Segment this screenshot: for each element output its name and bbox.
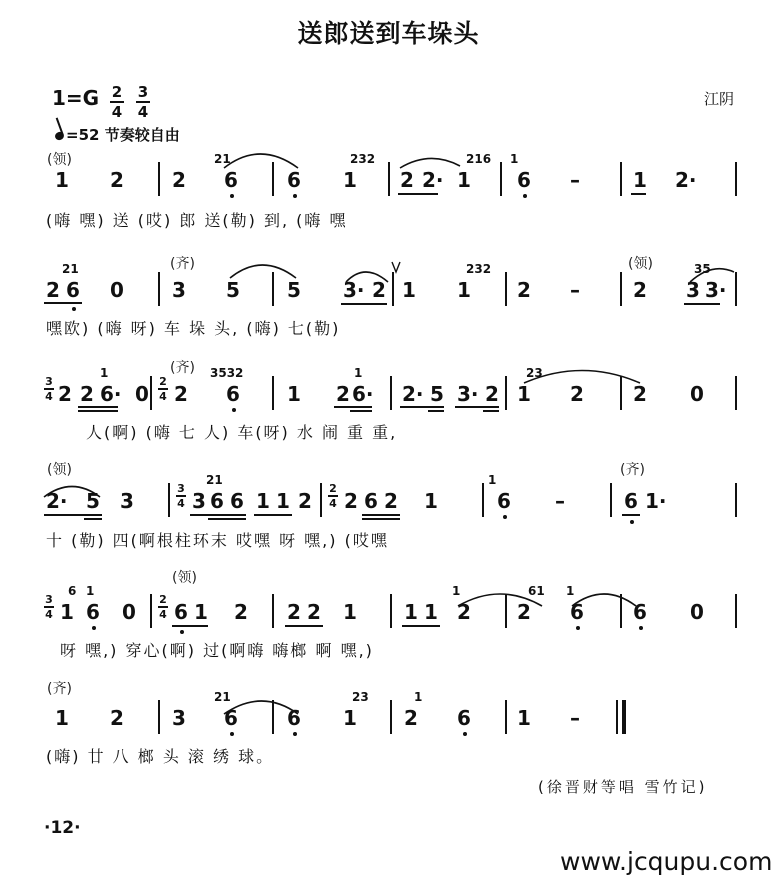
grace-note: 21 [62,262,79,276]
low-octave-dot [630,520,634,524]
low-octave-dot [72,307,76,311]
page-number: ·12· [44,818,81,838]
bar-line [620,272,622,306]
note: 6 [497,489,511,513]
note: 1 [343,600,357,624]
note: 3 [172,278,186,302]
note: 2 [336,382,350,406]
underline [208,518,246,520]
grace-note: 6 [68,584,77,598]
note: 2· [46,489,68,513]
underline [400,406,444,408]
dash: – [570,278,580,302]
bar-line [392,272,394,306]
note: 2 [384,489,398,513]
note: 1 [402,278,416,302]
tutti-label: (齐) [170,360,195,376]
note: 1 [55,168,69,192]
grace-note: 21 [206,473,223,487]
note: 3 [172,706,186,730]
lyric-line-4: 十 (勒) 四(啊根柱环末 哎嘿 呀 嘿,) (哎嘿 [46,531,389,550]
low-octave-dot [230,194,234,198]
bar-line [158,700,160,734]
underline [78,410,118,412]
low-octave-dot [503,515,507,519]
bar-line [505,700,507,734]
bar-line [735,272,737,306]
bar-line [390,700,392,734]
tempo-bpm: =52 [66,126,100,144]
grace-note: 21 [214,152,231,166]
grace-note: 1 [100,366,109,380]
underline [44,302,82,304]
time-signature-3-4: 3 4 [45,593,53,621]
note: 6· [100,382,122,406]
note: 1 [343,706,357,730]
bar-line [320,483,322,517]
grace-note: 21 [214,690,231,704]
bar-line [505,376,507,410]
grace-note: 232 [466,262,492,276]
note: 2 [517,278,531,302]
note: 1 [343,168,357,192]
note: 2 [172,168,186,192]
time-signature-2-4: 2 4 [329,482,337,510]
tempo-text: 节奏较自由 [104,126,180,144]
note: 5 [430,382,444,406]
rest: 0 [122,600,136,624]
lead-label: (领) [628,256,653,272]
underline [190,514,246,516]
bar-line [168,483,170,517]
note: 1 [517,706,531,730]
underline [285,625,323,627]
note: 6 [633,600,647,624]
note: 5 [226,278,240,302]
rest: 0 [110,278,124,302]
bar-line [735,162,737,196]
note: 3 [192,489,206,513]
note: 5 [287,278,301,302]
note: 1 [404,600,418,624]
bar-line [150,376,152,410]
grace-note: 1 [510,152,519,166]
bar-line [505,594,507,628]
note: 1 [194,600,208,624]
note: 1· [645,489,667,513]
grace-note: 3532 [210,366,244,380]
note: 1 [424,489,438,513]
time-numerator: 2 [111,83,123,101]
tutti-label: (齐) [47,681,72,697]
note: 1 [424,600,438,624]
note: 2 [633,278,647,302]
underline [362,514,400,516]
note: 2 [485,382,499,406]
note: 2· [675,168,697,192]
note: 6 [624,489,638,513]
note: 1 [457,168,471,192]
underline [631,193,646,195]
underline [334,406,372,408]
underline [455,406,499,408]
lead-label: (领) [47,152,72,168]
note: 6 [224,706,238,730]
note: 5 [86,489,100,513]
low-octave-dot [576,626,580,630]
final-bar-line-thin [616,700,618,734]
grace-note: 35 [694,262,711,276]
underline [350,410,372,412]
note: 2 [307,600,321,624]
lyric-line-2: 嘿欧) (嗨 呀) 车 垛 头, (嗨) 七(勒) [46,319,341,338]
region-label: 江阴 [704,90,735,108]
page-title: 送郎送到车垛头 [297,19,480,48]
lyric-line-3: 人(啊) (嗨 七 人) 车(呀) 水 闹 重 重, [86,423,398,442]
grace-note: 232 [350,152,376,166]
bar-line [390,376,392,410]
bar-line [272,376,274,410]
time-signature-3-4: 3 4 [177,482,185,510]
low-octave-dot [180,630,184,634]
note: 6· [352,382,374,406]
watermark: www.jcqupu.com [560,847,773,876]
note: 3· [457,382,479,406]
note: 2· [422,168,444,192]
bar-line [158,162,160,196]
note: 6 [66,278,80,302]
grace-note: 23 [352,690,369,704]
low-octave-dot [232,408,236,412]
note: 6 [517,168,531,192]
grace-note: 61 [528,584,545,598]
lead-label: (领) [172,570,197,586]
time-signature-2-4: 2 4 [159,593,167,621]
note: 2 [457,600,471,624]
note: 2 [372,278,386,302]
underline [172,625,208,627]
final-bar-line-thick [622,700,626,734]
lyric-line-6: (嗨) 廿 八 榔 头 滚 绣 球。 [46,747,275,766]
dash: – [570,168,580,192]
underline [254,514,292,516]
note: 1 [287,382,301,406]
bar-line [500,162,502,196]
bar-line [272,162,274,196]
note: 6 [226,382,240,406]
note: 1 [633,168,647,192]
low-octave-dot [92,626,96,630]
lyric-line-1: (嗨 嘿) 送 (哎) 郎 送(勒) 到, (嗨 嘿 [46,211,348,230]
note: 2 [570,382,584,406]
time-signature-3-4: 3 4 [45,375,53,403]
note: 2 [517,600,531,624]
note: 2 [400,168,414,192]
underline [398,193,438,195]
low-octave-dot [463,732,467,736]
underline [341,303,387,305]
note: 6 [364,489,378,513]
note: 2 [298,489,312,513]
bar-line [735,594,737,628]
bar-line [272,594,274,628]
note: 2 [344,489,358,513]
note: 2 [234,600,248,624]
bar-line [620,376,622,410]
rest: 0 [690,382,704,406]
bar-line [735,376,737,410]
bar-line [610,483,612,517]
note: 3 [120,489,134,513]
note: 2 [110,168,124,192]
rest: 0 [690,600,704,624]
bar-line [150,594,152,628]
note: 6 [287,168,301,192]
time-denominator: 4 [111,103,123,121]
underline [362,518,400,520]
bar-line [390,594,392,628]
grace-note: 1 [566,584,575,598]
grace-note: 216 [466,152,492,166]
underline [44,514,102,516]
low-octave-dot [293,732,297,736]
bar-line [272,272,274,306]
bar-line [388,162,390,196]
note: 2 [110,706,124,730]
tutti-label: (齐) [170,256,195,272]
underline [684,303,720,305]
key-signature: 1=G [52,86,100,110]
time-denominator: 4 [137,103,149,121]
note: 2 [287,600,301,624]
underline [78,406,118,408]
note: 3· [343,278,365,302]
note: 2 [174,382,188,406]
lead-label: (领) [47,462,72,478]
note: 6 [224,168,238,192]
note: 6 [174,600,188,624]
grace-note: 23 [526,366,543,380]
bar-line [158,272,160,306]
bar-line [735,483,737,517]
note: 6 [287,706,301,730]
note: 1 [457,278,471,302]
bar-line [482,483,484,517]
note: 1 [517,382,531,406]
grace-note: 1 [452,584,461,598]
note: 1 [256,489,270,513]
grace-note: 1 [488,473,497,487]
note: 2· [402,382,424,406]
grace-note: 1 [86,584,95,598]
low-octave-dot [230,732,234,736]
dash: – [570,706,580,730]
note: 6 [230,489,244,513]
note: 6 [457,706,471,730]
low-octave-dot [523,194,527,198]
lyric-line-5: 呀 嘿,) 穿心(啊) 过(啊嗨 嗨榔 啊 嘿,) [60,641,374,660]
note: 3 [686,278,700,302]
rest: 0 [135,382,149,406]
bar-line [272,700,274,734]
tutti-label: (齐) [620,462,645,478]
note: 2 [46,278,60,302]
note: 1 [276,489,290,513]
underline [84,518,102,520]
note: 2 [80,382,94,406]
note: 3· [705,278,727,302]
dash: – [555,489,565,513]
time-numerator: 3 [137,83,149,101]
bar-line [505,272,507,306]
note: 2 [404,706,418,730]
underline [483,410,499,412]
note: 1 [55,706,69,730]
underline [402,625,440,627]
grace-note: 1 [414,690,423,704]
credit-line: (徐晋财等唱 雪竹记) [538,778,708,796]
note: 6 [210,489,224,513]
note: 6 [570,600,584,624]
note: 2 [633,382,647,406]
underline [622,514,640,516]
note: 1 [60,600,74,624]
low-octave-dot [293,194,297,198]
bar-line [620,594,622,628]
note: 2 [58,382,72,406]
underline [428,410,444,412]
grace-note: 1 [354,366,363,380]
note: 6 [86,600,100,624]
bar-line [620,162,622,196]
low-octave-dot [639,626,643,630]
time-signature-2-4: 2 4 [159,375,167,403]
